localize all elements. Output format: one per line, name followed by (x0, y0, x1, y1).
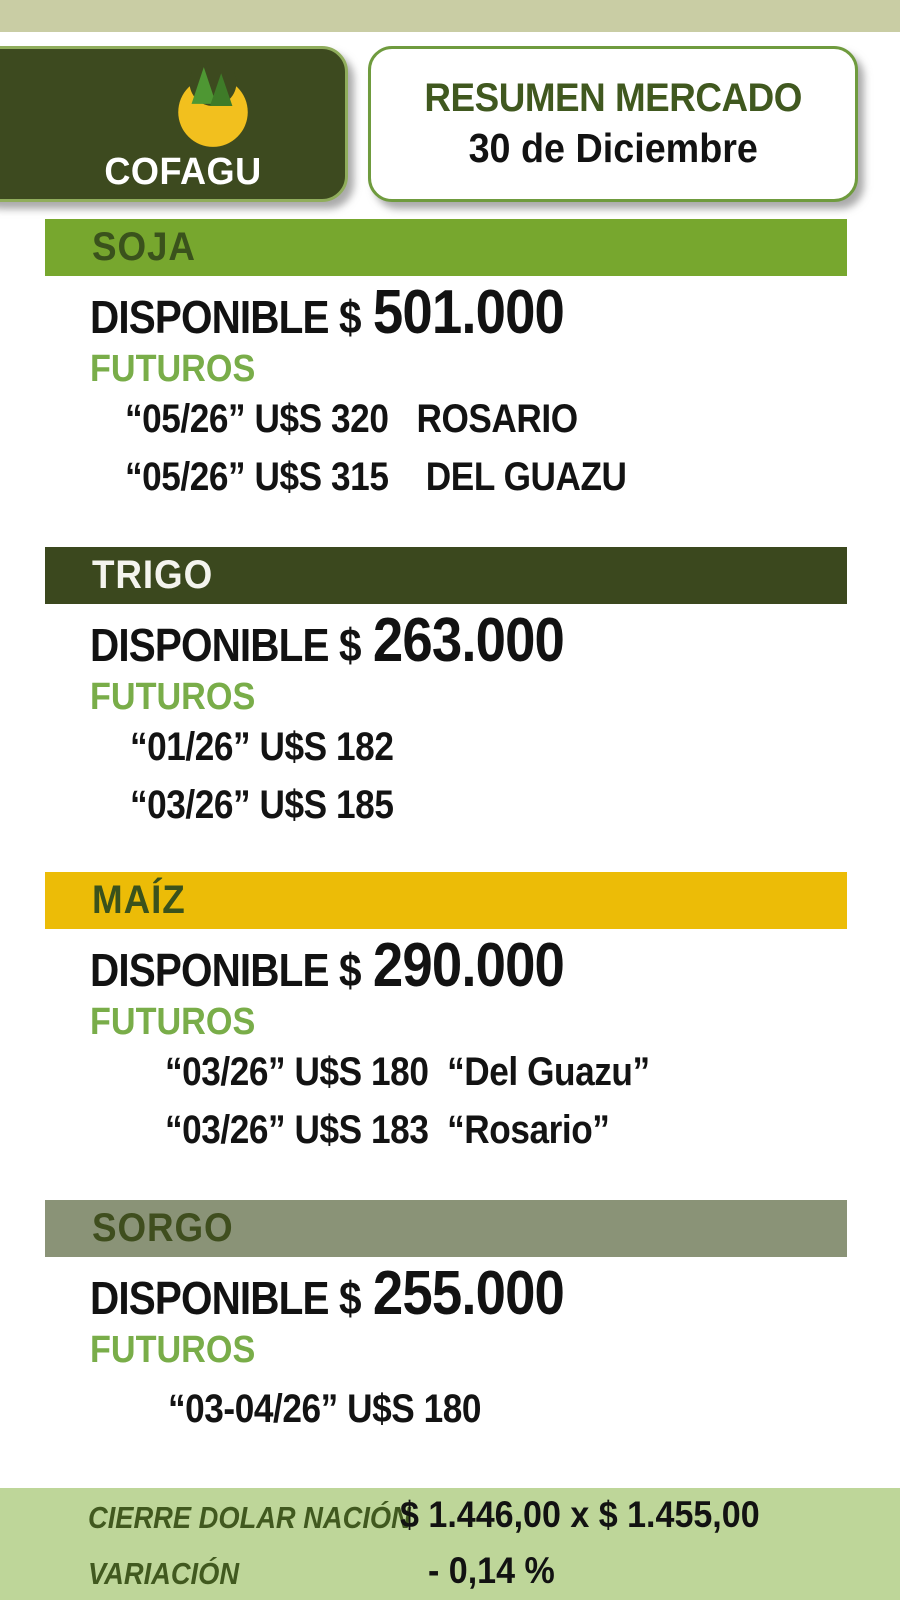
section-bar-maiz (45, 872, 847, 929)
futuros-label-soja: FUTUROS (90, 348, 256, 390)
futures-row: “05/26” U$S 320 ROSARIO (125, 397, 578, 441)
cierre-dolar-label: CIERRE DOLAR NACIÓN (88, 1500, 411, 1535)
section-bar-sorgo (45, 1200, 847, 1257)
futures-row: “05/26” U$S 315 DEL GUAZU (125, 455, 627, 499)
disponible-label: DISPONIBLE $ (90, 1272, 361, 1324)
variacion-label: VARIACIÓN (88, 1556, 240, 1591)
section-title-soja: SOJA (92, 225, 196, 269)
disponible-value: 290.000 (372, 931, 565, 1000)
top-strip (0, 0, 900, 32)
variacion-value: - 0,14 % (428, 1550, 555, 1591)
cierre-dolar-value: $ 1.446,00 x $ 1.455,00 (400, 1494, 760, 1535)
disponible-line-sorgo (90, 1258, 564, 1329)
section-title-maiz: MAÍZ (92, 878, 186, 922)
section-title-sorgo: SORGO (92, 1206, 234, 1250)
futures-row: “03/26” U$S 185 (130, 783, 394, 827)
resumen-card (368, 46, 858, 202)
disponible-value: 255.000 (372, 1259, 565, 1328)
resumen-date: 30 de Diciembre (468, 125, 758, 171)
futures-row: “03/26” U$S 183 “Rosario” (165, 1108, 610, 1152)
disponible-line-maiz (90, 930, 564, 1001)
disponible-value: 501.000 (372, 278, 565, 347)
disponible-label: DISPONIBLE $ (90, 619, 361, 671)
futuros-label-sorgo: FUTUROS (90, 1329, 256, 1371)
section-bar-soja (45, 219, 847, 276)
cofagu-logo-text: COFAGU (104, 151, 262, 193)
section-bar-trigo (45, 547, 847, 604)
section-title-trigo: TRIGO (92, 553, 214, 597)
disponible-line-soja (90, 277, 564, 348)
disponible-value: 263.000 (372, 606, 565, 675)
futuros-label-trigo: FUTUROS (90, 676, 256, 718)
futures-row: “03/26” U$S 180 “Del Guazu” (165, 1050, 650, 1094)
footer-dollar-panel (0, 1488, 900, 1600)
disponible-line-trigo (90, 605, 564, 676)
resumen-title: RESUMEN MERCADO (424, 76, 802, 120)
futures-row: “03-04/26” U$S 180 (168, 1387, 482, 1431)
futuros-label-maiz: FUTUROS (90, 1001, 256, 1043)
disponible-label: DISPONIBLE $ (90, 291, 361, 343)
crescent-trees-icon (165, 61, 261, 153)
futures-row: “01/26” U$S 182 (130, 725, 394, 769)
disponible-label: DISPONIBLE $ (90, 944, 361, 996)
cofagu-logo-box (0, 46, 348, 202)
